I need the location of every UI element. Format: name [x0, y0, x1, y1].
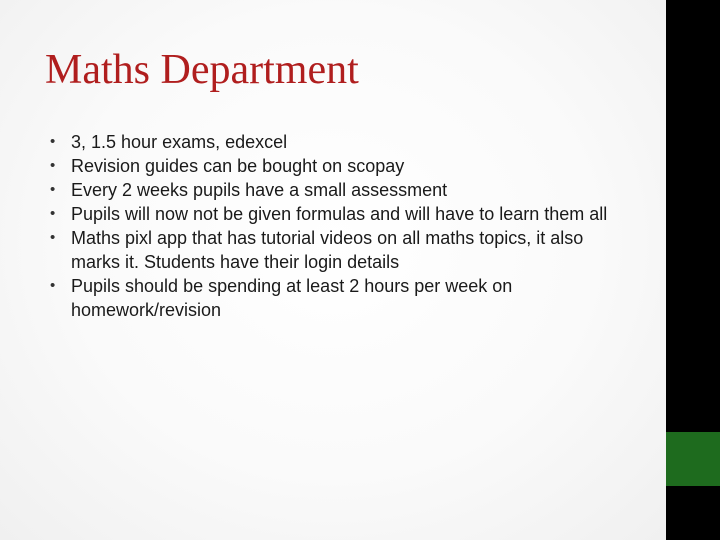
sidebar-accent-block — [666, 432, 720, 486]
bullet-item — [50, 130, 625, 154]
bullet-item — [50, 154, 625, 178]
bullet-text: Revision guides can be bought on scopay — [71, 156, 405, 176]
bullet-text: 3, 1.5 hour exams, edexcel — [71, 132, 288, 152]
bullet-icon: • — [50, 229, 56, 246]
bullet-item — [50, 202, 625, 226]
bullet-icon: • — [50, 181, 56, 198]
bullet-item — [50, 274, 625, 322]
bullet-text: Every 2 weeks pupils have a small assessment — [71, 180, 448, 200]
bullet-item — [50, 226, 625, 274]
bullet-icon: • — [50, 205, 56, 222]
bullet-icon: • — [50, 277, 56, 294]
slide-title: Maths Department — [45, 47, 359, 93]
bullet-icon: • — [50, 157, 56, 174]
bullet-text: Pupils will now not be given formulas and will have to learn them all — [71, 204, 608, 224]
bullet-list — [50, 130, 625, 322]
bullet-icon: • — [50, 133, 56, 150]
bullet-text: Pupils should be spending at least 2 hours per week on homework/revision — [71, 276, 513, 320]
bullet-item — [50, 178, 625, 202]
bullet-text: Maths pixl app that has tutorial videos on all maths topics, it also marks it. Students have their login details — [71, 228, 584, 272]
